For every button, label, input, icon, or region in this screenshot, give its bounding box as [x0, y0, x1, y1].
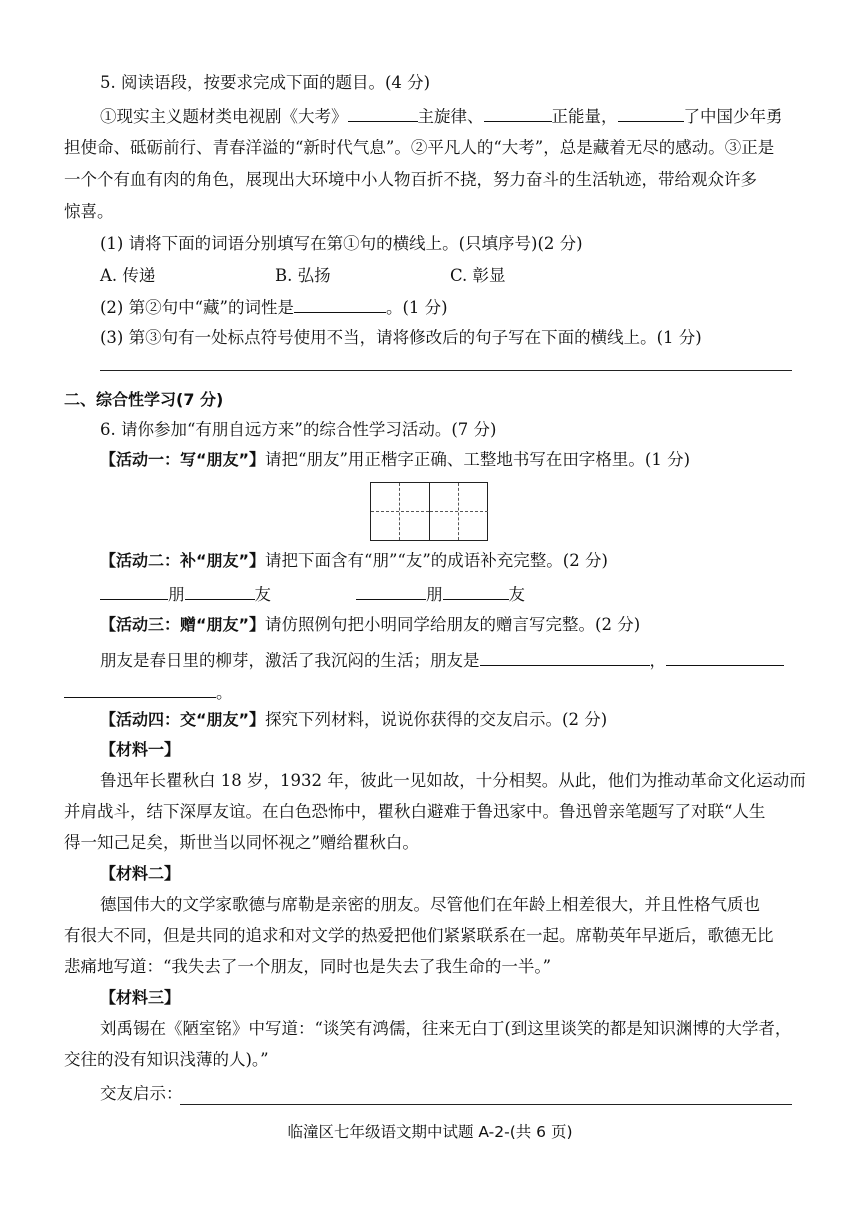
answer-line-sub3[interactable]: [100, 370, 792, 371]
activity-4-body: 探究下列材料，说说你获得的交友启示。(2 分): [265, 710, 608, 729]
answer-blank-gift-2[interactable]: [666, 649, 784, 666]
answer-blank-gift-3[interactable]: [64, 681, 216, 698]
q5-text-1b: 主旋律、: [417, 107, 484, 126]
q5-text-1a: ①现实主义题材类电视剧《大考》: [100, 107, 348, 126]
comma: ，: [649, 651, 666, 670]
answer-blank-3[interactable]: [618, 105, 684, 122]
q5-paragraph-line-2: 担使命、砥砺前行、青春洋溢的“新时代气息”。②平凡人的“大考”，总是藏着无尽的感动。③正是: [64, 138, 775, 157]
q5-sub1: (1) 请将下面的词语分别填写在第①句的横线上。(只填序号)(2 分): [100, 234, 583, 253]
idiom-char-peng-1: 朋: [168, 585, 185, 604]
activity-4: [100, 709, 607, 731]
idiom-char-peng-2: 朋: [426, 585, 443, 604]
period: 。: [216, 683, 233, 702]
q6-title: 6. 请你参加“有朋自远方来”的综合性学习活动。(7 分): [100, 420, 497, 439]
activity-1: [100, 449, 690, 471]
option-c: C. 彰显: [450, 266, 506, 285]
activity-1-body: 请把“朋友”用正楷字正确、工整地书写在田字格里。(1 分): [265, 450, 691, 469]
activity-2-body: 请把下面含有“朋”“友”的成语补充完整。(2 分): [265, 551, 608, 570]
q5-sub2-score: 。(1 分): [386, 298, 448, 317]
idiom-blank-2[interactable]: [185, 583, 255, 600]
q5-paragraph-line-4: 惊喜。: [64, 202, 114, 221]
material-1-line-2: 并肩战斗，结下深厚友谊。在白色恐怖中，瞿秋白避难于鲁迅家中。鲁迅曾亲笔题写了对联“人生: [64, 802, 766, 821]
idiom-char-you-2: 友: [508, 585, 525, 604]
q5-title: 5. 阅读语段，按要求完成下面的题目。(4 分): [100, 73, 431, 92]
material-2-line-1: 德国伟大的文学家歌德与席勒是亲密的朋友。尽管他们在年龄上相差很大，并且性格气质也: [100, 895, 760, 914]
section2-title: 二、综合性学习(7 分): [64, 390, 224, 409]
material-2-line-3: 悲痛地写道：“我失去了一个朋友，同时也是失去了我生命的一半。”: [64, 957, 552, 976]
option-a: A. 传递: [100, 266, 156, 285]
activity-3-cont: [64, 681, 233, 704]
idiom-blank-4[interactable]: [443, 583, 509, 600]
material-1-line-1: 鲁迅年长瞿秋白 18 岁，1932 年，彼此一见如故，十分相契。从此，他们为推动革命文化运动而: [100, 771, 806, 790]
material-1-line-3: 得一知己足矣，斯世当以同怀视之”赠给瞿秋白。: [64, 833, 419, 852]
material-2-line-2: 有很大不同，但是共同的追求和对文学的热爱把他们紧紧联系在一起。席勒英年早逝后，歌德无比: [64, 926, 774, 945]
q5-paragraph-line-3: 一个个有血有肉的角色，展现出大环境中小人物百折不挠，努力奋斗的生活轨迹，带给观众许多: [64, 170, 757, 189]
q5-text-1d: 了中国少年勇: [683, 107, 783, 126]
option-b: B. 弘扬: [275, 266, 331, 285]
activity-3-example: 朋友是春日里的柳芽，激活了我沉闷的生活；朋友是: [100, 651, 480, 670]
material-3-line-1: 刘禹锡在《陋室铭》中写道：“谈笑有鸿儒，往来无白丁(到这里谈笑的都是知识渊博的大学者，: [100, 1019, 792, 1038]
idiom-char-you-1: 友: [254, 585, 271, 604]
activity-3-sentence: [100, 649, 784, 672]
material-3-line-2: 交往的没有知识浅薄的人)。”: [64, 1050, 269, 1069]
activity-3-head: 【活动三：赠“朋友”】: [100, 615, 266, 634]
material-1-head: 【材料一】: [100, 740, 181, 759]
activity-1-head: 【活动一：写“朋友”】: [100, 450, 266, 469]
activity-3-body: 请仿照例句把小明同学给朋友的赠言写完整。(2 分): [265, 615, 641, 634]
tianzi-grid[interactable]: [370, 482, 488, 541]
answer-blank-gift-1[interactable]: [480, 649, 650, 666]
answer-line-inspiration[interactable]: [180, 1104, 792, 1105]
q5-paragraph-line-1: [100, 105, 783, 128]
idiom-blank-1[interactable]: [100, 583, 168, 600]
answer-blank-1[interactable]: [348, 105, 418, 122]
q5-text-1c: 正能量，: [551, 107, 618, 126]
answer-blank-2[interactable]: [484, 105, 552, 122]
grid-cell-1[interactable]: [371, 483, 429, 540]
activity-3: [100, 614, 640, 636]
page-footer: 临潼区七年级语文期中试题 A-2-(共 6 页): [287, 1123, 573, 1141]
activity-2: [100, 550, 608, 572]
grid-cell-2[interactable]: [429, 483, 487, 540]
answer-blank-pos[interactable]: [294, 296, 386, 313]
grid-dash: [371, 511, 429, 512]
material-3-head: 【材料三】: [100, 988, 181, 1007]
material-2-head: 【材料二】: [100, 864, 181, 883]
idiom-blank-3[interactable]: [356, 583, 426, 600]
q5-sub2: [100, 296, 448, 319]
activity-4-head: 【活动四：交“朋友”】: [100, 710, 266, 729]
answer-label: 交友启示：: [100, 1084, 183, 1103]
grid-dash: [430, 511, 488, 512]
q5-sub2-text: (2) 第②句中“藏”的词性是: [100, 298, 294, 317]
activity-2-head: 【活动二：补“朋友”】: [100, 551, 266, 570]
idiom-blanks: [100, 583, 271, 606]
idiom-blanks-2: [356, 583, 525, 606]
q5-sub3: (3) 第③句有一处标点符号使用不当，请将修改后的句子写在下面的横线上。(1 分): [100, 328, 702, 347]
